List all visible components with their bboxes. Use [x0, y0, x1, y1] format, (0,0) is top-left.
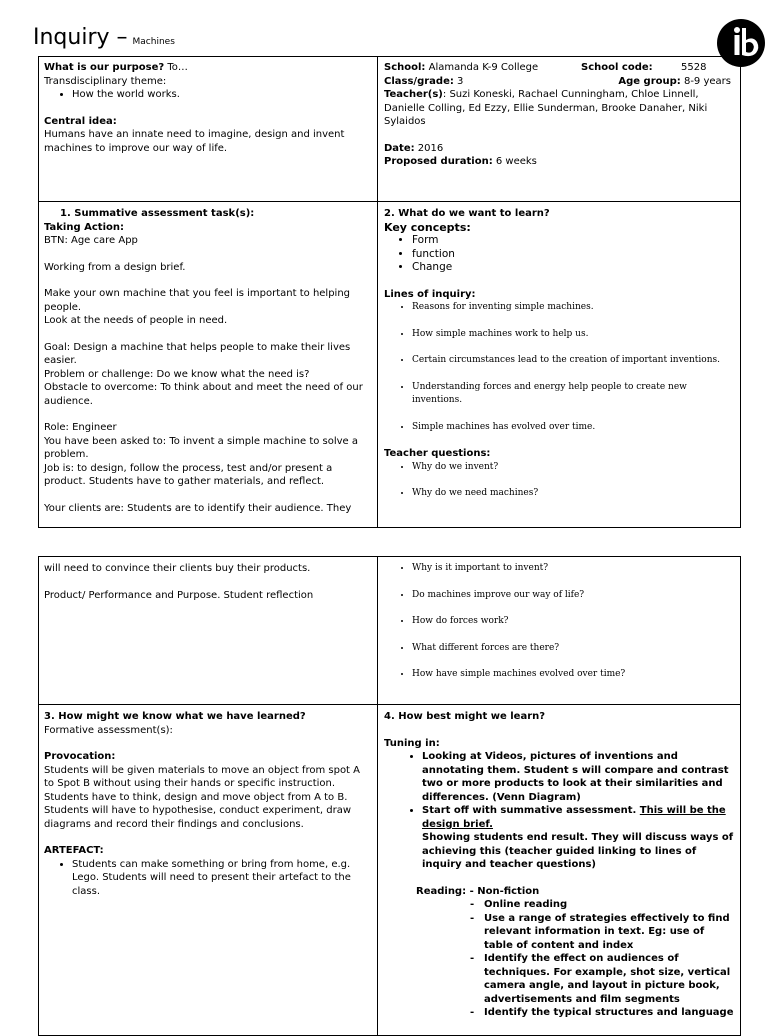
central-idea: Humans have an innate need to imagine, design and invent machines to improve our way of life. — [44, 129, 345, 154]
summative-continued-cell: will need to convince their clients buy their products. Product/ Performance and Purpose. Student reflection — [44, 563, 314, 601]
tuning-item: • Looking at Videos, pictures of inventions and annotating them. Student s will compare and contrast two or more products to look at their similarities and differences. (Venn Diagram) — [422, 750, 735, 804]
teacher-question: • How do forces work? — [412, 615, 735, 629]
questions-continued-cell — [378, 557, 741, 704]
purpose-cell: What is our purpose? To… Transdisciplinary theme: • How the world works. Central idea: Humans have an innate need to imagine, design and invent machines to improve our way of life. — [38, 56, 378, 201]
concept-item: • function — [412, 248, 735, 262]
line-of-inquiry: • Certain circumstances lead to the creation of important inventions. — [412, 354, 735, 368]
concept-item: • Form — [412, 234, 735, 248]
tuning-item: • Start off with summative assessment. This will be the design brief. Showing students end result. They will discuss ways of achieving this (teacher guided linking to lines of inquiry and teacher questions) — [422, 804, 735, 872]
reading-item: - Online reading — [484, 898, 735, 912]
provocation-text: Students will be given materials to move an object from spot A to Spot B without using their hands or specific instruction. Students have to think, design and move object from A to B. Students will have to hypothesise, conduct experiment, draw diagrams and record their findings and conclusions. — [44, 764, 360, 830]
teacher-question: • Why is it important to invent? — [412, 562, 735, 576]
line-of-inquiry: • Understanding forces and energy help people to create new inventions. — [412, 381, 735, 408]
theme-item: • How the world works. — [72, 88, 372, 102]
teacher-question: • How have simple machines evolved over time? — [412, 668, 735, 682]
artefact-item: • Students can make something or bring from home, e.g. Lego. Students will need to present their artefact to the class. — [72, 858, 372, 899]
page-title: Inquiry – Machines — [33, 25, 175, 50]
teacher-question: • What different forces are there? — [412, 642, 735, 656]
line-of-inquiry: • How simple machines work to help us. — [412, 328, 735, 342]
concept-item: • Change — [412, 261, 735, 275]
reading-item: - Identify the effect on audiences of techniques. For example, shot size, vertical camera angle, and layout in picture book, advertisements and film segments — [484, 952, 735, 1006]
assessment-cell: 3. How might we know what we have learned? Formative assessment(s): Provocation: Students will be given materials to move an object from spot A to Spot B without using their hands or specific instruction. Students have to think, design and move object from A to B. Students will have to hypothesise, conduct experiment, draw diagrams and record their findings and conclusions. ARTEFACT: • Students can make something or bring from home, e.g. Lego. Students will need to present their artefact to the class. — [38, 705, 378, 1024]
line-of-inquiry: • Reasons for inventing simple machines. — [412, 301, 735, 315]
summative-cell: 1. Summative assessment task(s): Taking Action: BTN: Age care App Working from a design brief. Make your own machine that you feel is important to helping people. Look at the needs of people in need. Goal: Design a machine that helps people to make their lives easier. Problem or challenge: Do we know what the need is? Obstacle to overcome: To think about and meet the need of our audience. Role: Engineer You have been asked to: To invent a simple machine to solve a problem. Job is: to design, follow the process, test and/or present a product. Students have to gather materials, and reflect. Your clients are: Students are to identify their audience. They — [44, 208, 363, 514]
learning-cell: 4. How best might we learn? Tuning in: • Looking at Videos, pictures of inventions and annotating them. Student s will compare and contrast two or more products to look at their similarities and differences. (Venn Diagram) • Start off with summative assessment. This will be the design brief. Showing students end result. They will discuss ways of achieving this (teacher guided linking to lines of inquiry and teacher questions) Reading: - Non-fiction - Online reading - Use a range of strategies effectively to find relevant information in text. Eg: use of table of content and index - Identify the effect on audiences of techniques. For example, shot size, vertical camera angle, and layout in picture book, advertisements and film segments - Identify the typical structures and language — [378, 705, 741, 1024]
school-cell: School: Alamanda K-9 College School code: 5528 Class/grade: 3 Age group: 8-9 years Teacher(s): Suzi Koneski, Rachael Cunningham, Chloe Linnell, Danielle Colling, Ed Ezzy, Ellie Sunderman, Brooke Danaher, Niki Sylaidos Date: 2016 Proposed duration: 6 weeks — [384, 62, 731, 167]
teacher-question: • Do machines improve our way of life? — [412, 589, 735, 603]
learn-cell: 2. What do we want to learn? Key concepts: • Form • function • Change Lines of inquiry: • Reasons for inventing simple machines. • How simple machines work to help us. • Certain circumstances lead to the creation of important inventions. • Understanding forces and energy help people to create new inventions. • Simple machines has evolved over time. Teacher questions: • Why do we invent? • Why do we need machines? — [378, 202, 741, 528]
teacher-question: • Why do we invent? — [412, 461, 735, 475]
page-subtitle: Machines — [132, 37, 175, 47]
teacher-question: • Why do we need machines? — [412, 487, 735, 501]
reading-item: - Use a range of strategies effectively to find relevant information in text. Eg: use of table of content and index — [484, 912, 735, 953]
reading-item: - Identify the typical structures and language — [484, 1006, 735, 1020]
line-of-inquiry: • Simple machines has evolved over time. — [412, 421, 735, 435]
